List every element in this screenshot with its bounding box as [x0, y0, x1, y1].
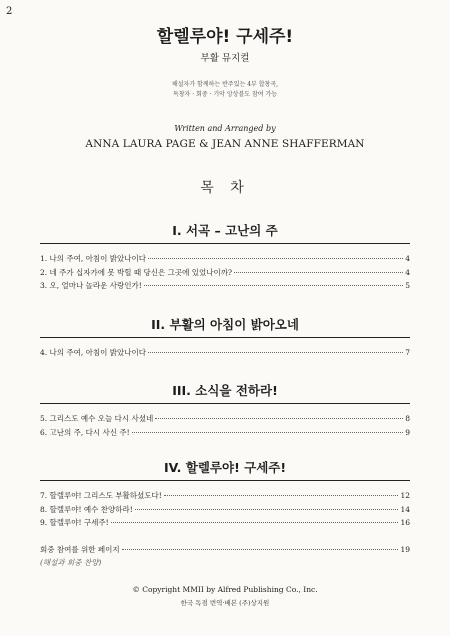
section-divider — [40, 337, 410, 338]
toc-entry-page: 19 — [400, 545, 410, 554]
description-line: 독창자 · 회중 · 기악 앙상블도 참여 가능 — [172, 91, 278, 98]
toc-entry-page: 8 — [405, 414, 410, 423]
description — [0, 80, 450, 100]
authors: ANNA LAURA PAGE & JEAN ANNE SHAFFERMAN — [85, 138, 365, 150]
dot-leader — [155, 418, 403, 419]
toc-entry-page: 5 — [405, 281, 410, 290]
toc-entry-page: 14 — [400, 504, 410, 514]
toc-entry — [40, 516, 410, 530]
toc-entry-title: 3. 오, 얼마나 놀라운 사랑인가! — [40, 281, 142, 290]
dot-leader — [135, 509, 399, 510]
toc-entry-title: 6. 고난의 주, 다시 사신 주! — [40, 427, 130, 437]
section-title: IV. 할렐루야! 구세주! — [163, 460, 287, 475]
publisher: 한국 독점 번역·배본 (주)상지원 — [180, 599, 270, 607]
written-by: Written and Arranged by — [174, 124, 276, 133]
toc-entry-title: 회중 참여를 위한 페이지 — [40, 545, 120, 554]
section-divider — [40, 480, 410, 481]
toc-heading: 목 차 — [200, 180, 250, 196]
toc-entry-title: 7. 할렐루야! 그리스도 부활하셨도다! — [40, 491, 162, 500]
toc-entry — [40, 503, 410, 517]
toc-entry-page: 9 — [405, 427, 410, 437]
dot-leader — [164, 495, 399, 496]
toc-entry-title: 2. 네 주가 십자가에 못 박힐 때 당신은 그곳에 있었나이까? — [40, 267, 233, 277]
toc-section-1 — [40, 221, 410, 293]
section-divider — [40, 403, 410, 404]
toc-entry-title: 8. 할렐루야! 예수 찬양하라! — [40, 504, 133, 514]
toc-entry-title: 5. 그리스도 예수 오늘 다시 사셨네 — [40, 414, 154, 423]
toc-entry — [40, 279, 410, 293]
toc-entry-page: 4 — [405, 254, 410, 263]
toc-section-4 — [40, 458, 410, 530]
toc-entry-page: 16 — [400, 518, 410, 527]
dot-leader — [122, 549, 399, 550]
toc-entry-page: 7 — [405, 348, 410, 357]
dot-leader — [234, 272, 403, 273]
congregation-page-entry — [40, 543, 410, 568]
toc-entry — [40, 252, 410, 266]
toc-entry — [40, 426, 410, 440]
toc-entry — [40, 346, 410, 360]
toc-entry-note: (해설과 회중 찬양) — [40, 557, 102, 567]
dot-leader — [111, 522, 399, 523]
toc-section-2 — [40, 315, 410, 360]
section-divider — [40, 243, 410, 244]
toc-entry — [40, 412, 410, 426]
dot-leader — [148, 258, 403, 259]
description-line: 해설자가 함께하는 반주있는 4부 합창곡, — [171, 81, 279, 88]
toc-entry-page: 4 — [405, 267, 410, 277]
toc-section-3 — [40, 381, 410, 439]
toc-entry-title: 9. 할렐루야! 구세주! — [40, 518, 109, 527]
toc-entry-title: 4. 나의 주여, 아침이 밝았나이다 — [40, 348, 147, 357]
toc-entry-title: 1. 나의 주여, 아침이 밝았나이다 — [40, 254, 147, 263]
toc-entry-page: 12 — [400, 491, 410, 500]
page-number: 2 — [6, 6, 13, 17]
toc-entry — [40, 543, 410, 557]
dot-leader — [148, 352, 403, 353]
page-title: 할렐루야! 구세주! — [156, 27, 294, 47]
page-subtitle: 부활 뮤지컬 — [200, 53, 250, 64]
section-title: II. 부활의 아침이 밝아오네 — [151, 317, 299, 332]
section-title: I. 서곡 – 고난의 주 — [172, 223, 278, 238]
dot-leader — [144, 285, 403, 286]
toc-entry — [40, 266, 410, 280]
dot-leader — [132, 432, 404, 433]
toc-entry — [40, 489, 410, 503]
copyright: © Copyright MMII by Alfred Publishing Co., Inc. — [132, 585, 318, 594]
section-title: III. 소식을 전하라! — [172, 383, 278, 398]
